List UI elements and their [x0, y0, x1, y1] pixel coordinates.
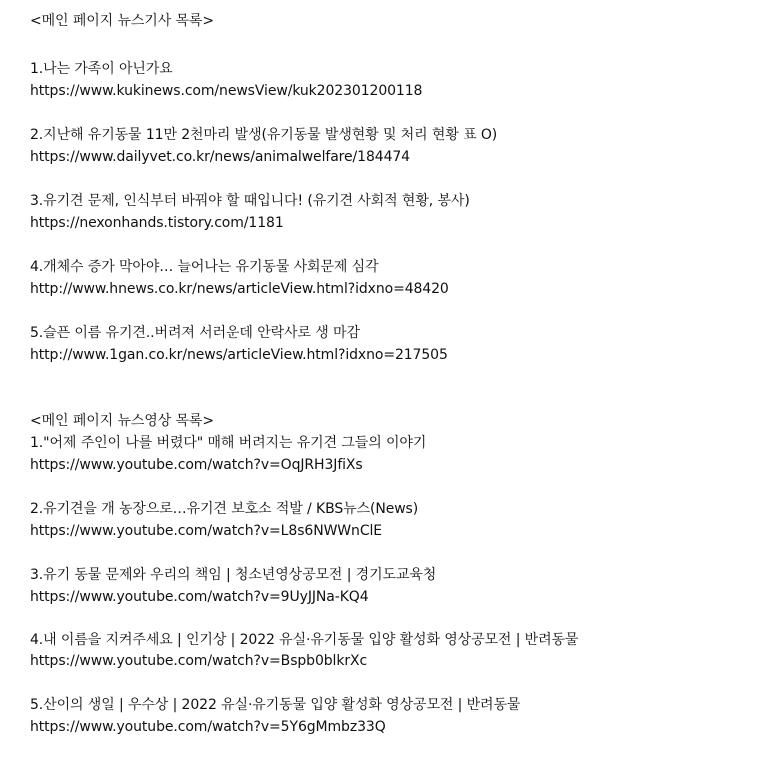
article-link-3[interactable]: https://nexonhands.tistory.com/1181 — [30, 215, 284, 231]
news-articles-header: <메인 페이지 뉴스기사 목록> — [30, 13, 214, 29]
article-url-5[interactable] — [30, 346, 742, 364]
article-url-4[interactable] — [30, 280, 742, 298]
article-url-2[interactable] — [30, 148, 742, 166]
article-link-5[interactable]: http://www.1gan.co.kr/news/articleView.html?idxno=217505 — [30, 347, 448, 363]
video-link-4[interactable]: https://www.youtube.com/watch?v=Bspb0blkrXc — [30, 653, 368, 669]
video-link-2[interactable]: https://www.youtube.com/watch?v=L8s6NWWnClE — [30, 523, 383, 539]
article-title-3: 3.유기견 문제, 인식부터 바꿔야 할 때입니다! (유기견 사회적 현황, 봉사) — [30, 193, 470, 209]
video-title-3: 3.유기 동물 문제와 우리의 책임 | 청소년영상공모전 | 경기도교육청 — [30, 567, 437, 583]
article-url-3[interactable] — [30, 214, 742, 232]
article-link-2[interactable]: https://www.dailyvet.co.kr/news/animalwelfare/184474 — [30, 149, 410, 165]
article-title-5: 5.슬픈 이름 유기견..버려져 서러운데 안락사로 생 마감 — [30, 325, 360, 341]
article-title-1: 1.나는 가족이 아닌가요 — [30, 61, 173, 77]
article-title-4: 4.개체수 증가 막아야… 늘어나는 유기동물 사회문제 심각 — [30, 259, 379, 275]
news-videos-header: <메인 페이지 뉴스영상 목록> — [30, 413, 214, 429]
video-link-5[interactable]: https://www.youtube.com/watch?v=5Y6gMmbz33Q — [30, 719, 386, 735]
document-body — [30, 0, 742, 736]
video-title-4: 4.내 이름을 지켜주세요 | 인기상 | 2022 유실·유기동물 입양 활성화 영상공모전 | 반려동물 — [30, 632, 579, 648]
video-link-1[interactable]: https://www.youtube.com/watch?v=OqJRH3JfiXs — [30, 457, 363, 473]
video-url-3[interactable] — [30, 588, 742, 606]
video-url-4[interactable] — [30, 652, 742, 670]
video-link-3[interactable]: https://www.youtube.com/watch?v=9UyJJNa-KQ4 — [30, 589, 369, 605]
article-link-1[interactable]: https://www.kukinews.com/newsView/kuk202301200118 — [30, 83, 423, 99]
video-title-1: 1."어제 주인이 나를 버렸다" 매해 버려지는 유기견 그들의 이야기 — [30, 435, 427, 451]
video-title-2: 2.유기견을 개 농장으로…유기견 보호소 적발 / KBS뉴스(News) — [30, 501, 419, 517]
article-link-4[interactable]: http://www.hnews.co.kr/news/articleView.html?idxno=48420 — [30, 281, 449, 297]
video-url-2[interactable] — [30, 522, 742, 540]
video-title-5: 5.산이의 생일 | 우수상 | 2022 유실·유기동물 입양 활성화 영상공모전 | 반려동물 — [30, 697, 521, 713]
video-url-1[interactable] — [30, 456, 742, 474]
article-url-1[interactable] — [30, 82, 742, 100]
video-url-5[interactable] — [30, 718, 742, 736]
article-title-2: 2.지난해 유기동물 11만 2천마리 발생(유기동물 발생현황 및 처리 현황 표 O) — [30, 127, 498, 143]
